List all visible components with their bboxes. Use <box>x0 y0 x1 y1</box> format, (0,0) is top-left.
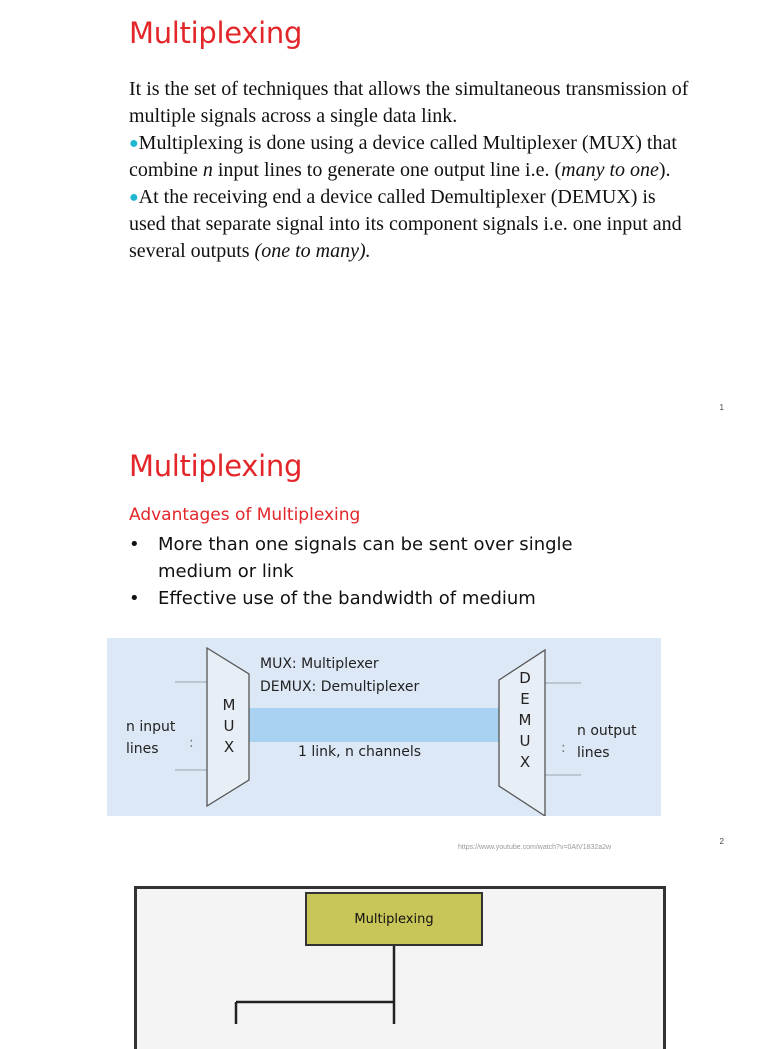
slide1-bullet-demux: ●At the receiving end a device called Demultiplexer (DEMUX) is used that separate signal into its component signals i.e. one input and several outputs (one to many). <box>129 186 682 262</box>
output-dots: : <box>561 740 566 756</box>
mux-letters: M U X <box>222 696 236 756</box>
legend-demux: DEMUX: Demultiplexer <box>260 679 420 695</box>
input-label-2: lines <box>126 741 159 757</box>
list-item: • Effective use of the bandwidth of medium <box>129 585 609 612</box>
multiplexing-root-box: Multiplexing <box>305 892 483 946</box>
output-label-1: n output <box>577 723 637 739</box>
page-number-2: 2 <box>719 837 724 846</box>
slide1-title: Multiplexing <box>129 16 303 50</box>
slide1-intro: It is the set of techniques that allows the simultaneous transmission of multiple signals across a single data link. <box>129 78 689 127</box>
bullet-icon: • <box>129 534 140 555</box>
advantages-heading: Advantages of Multiplexing <box>129 505 361 525</box>
list-item: • More than one signals can be sent over single medium or link <box>129 531 609 585</box>
output-label-2: lines <box>577 745 610 761</box>
bullet-icon: • <box>129 588 140 609</box>
demux-letters: D E M U X <box>518 669 532 771</box>
page-number-1: 1 <box>719 403 724 412</box>
input-dots: : <box>189 735 194 751</box>
slide2-title: Multiplexing <box>129 449 303 483</box>
bullet-dot-icon: ● <box>129 189 139 206</box>
legend-mux: MUX: Multiplexer <box>260 656 379 672</box>
input-label-1: n input <box>126 719 176 735</box>
slide1-bullet-mux: ●Multiplexing is done using a device called Multiplexer (MUX) that combine n input lines to generate one output line i.e. (many to one). <box>129 132 677 181</box>
bullet-dot-icon: ● <box>129 135 139 152</box>
link-label: 1 link, n channels <box>298 744 422 760</box>
source-url: https://www.youtube.com/watch?v=0AtV1832a2w <box>458 844 612 851</box>
